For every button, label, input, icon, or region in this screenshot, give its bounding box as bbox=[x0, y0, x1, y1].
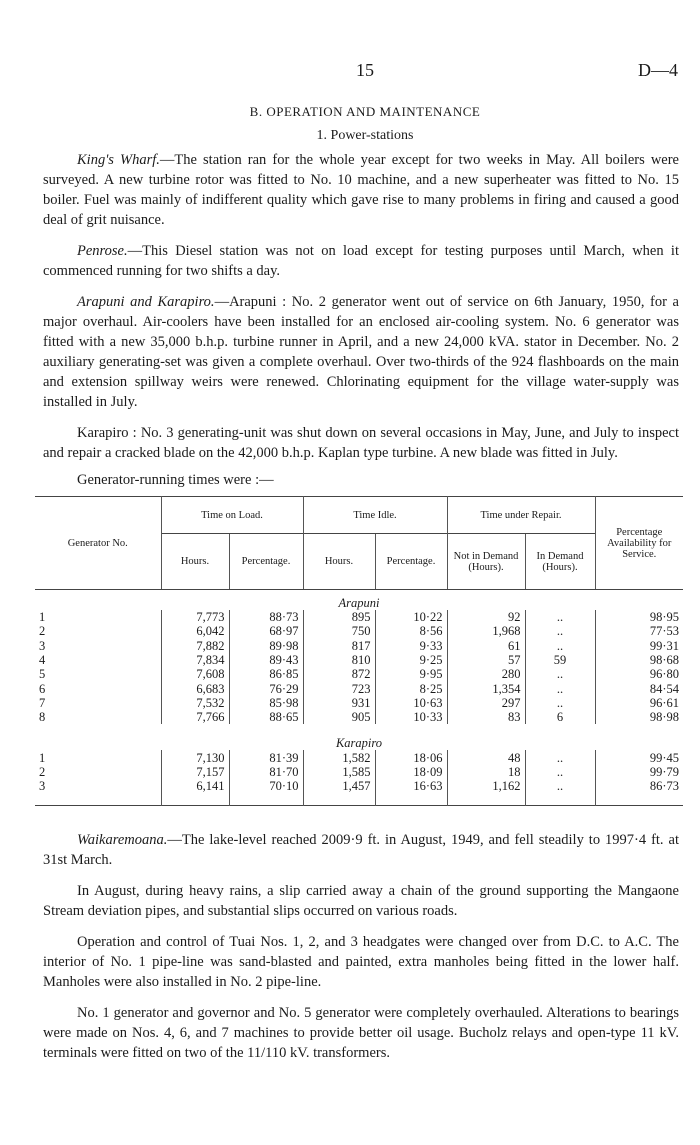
table-cell: 1 bbox=[39, 610, 46, 625]
table-cell: 8·56 bbox=[375, 624, 447, 638]
table-cell: 7 bbox=[39, 695, 46, 710]
table-cell: 5 bbox=[39, 667, 46, 682]
page-number: 15 bbox=[356, 60, 374, 80]
table-cell: 6 bbox=[39, 681, 46, 696]
table-intro: Generator-running times were :— bbox=[77, 472, 274, 488]
header-generator: Generator No. bbox=[35, 497, 161, 590]
header-time-on-load: Time on Load. bbox=[161, 497, 303, 534]
table-cell: 99·79 bbox=[595, 765, 683, 779]
table-cell: 76·29 bbox=[229, 681, 303, 695]
table-cell: 2 bbox=[39, 624, 46, 639]
table-row bbox=[35, 765, 683, 779]
document-reference: D—4 bbox=[638, 60, 678, 80]
table-cell: .. bbox=[525, 779, 595, 806]
table-row bbox=[35, 610, 683, 624]
subsection-title: 1. Power-stations bbox=[316, 128, 414, 143]
table-cell: 7,157 bbox=[161, 765, 229, 779]
table-cell: 89·43 bbox=[229, 653, 303, 667]
paragraph-generators: No. 1 generator and governor and No. 5 generator were completely overhauled. Alterations to bearings were made on Nos. 4, 6, and 7 machines to provide better oil usage. Bucholz relays and open-type 11 kV. terminals were fitted on two of the 11/110 kV. transformers. bbox=[43, 1005, 679, 1061]
table-cell: 6,683 bbox=[161, 681, 229, 695]
table-cell: 1,162 bbox=[447, 779, 525, 806]
paragraph-arapuni: Arapuni and Karapiro.—Arapuni : No. 2 generator went out of service on 6th January, 1950, for a major overhaul. Air-coolers have been installed for an enclosed air-cooling system. No. 6 generator was fitted with a new 35,000 b.h.p. turbine runner in April, and a new 24,000 kVA. stator in December. No. 2 auxiliary generating-set was given a complete overhaul. Over two-thirds of the 924 flashboards on the main and extension spillway weirs were renewed. Chlorinating equipment for the village water-supply was installed in July. bbox=[43, 294, 679, 410]
paragraph-waikaremoana: Waikaremoana.—The lake-level reached 2009·9 ft. in August, 1949, and fell steadily to 1997·4 ft. at 31st March. bbox=[43, 832, 679, 868]
table-cell: 88·65 bbox=[229, 710, 303, 724]
table-cell: 6,042 bbox=[161, 624, 229, 638]
table-cell: 16·63 bbox=[375, 779, 447, 806]
table-row bbox=[35, 710, 683, 724]
table-cell: 4 bbox=[39, 653, 46, 668]
table-cell: 18 bbox=[447, 765, 525, 779]
table-cell: 98·68 bbox=[595, 653, 683, 667]
table-cell: 8·25 bbox=[375, 681, 447, 695]
table-cell: 817 bbox=[303, 639, 375, 653]
table-cell: 1,457 bbox=[303, 779, 375, 806]
paragraph-penrose: Penrose.—This Diesel station was not on load except for testing purposes until March, when it commenced running for two shifts a day. bbox=[43, 243, 679, 279]
table-cell: .. bbox=[525, 696, 595, 710]
table-cell: 99·31 bbox=[595, 639, 683, 653]
table-row bbox=[35, 653, 683, 667]
table-cell: 98·95 bbox=[595, 610, 683, 624]
table-cell: 61 bbox=[447, 639, 525, 653]
paragraph-karapiro: Karapiro : No. 3 generating-unit was shut down on several occasions in May, June, and July to inspect and repair a cracked blade on the 42,000 b.h.p. Kaplan type turbine. A new blade was fitted in July. bbox=[43, 425, 679, 461]
table-cell: 84·54 bbox=[595, 681, 683, 695]
table-cell: .. bbox=[525, 667, 595, 681]
table-cell: .. bbox=[525, 681, 595, 695]
table-cell: 85·98 bbox=[229, 696, 303, 710]
table-cell: 895 bbox=[303, 610, 375, 624]
paragraph-slip: In August, during heavy rains, a slip carried away a chain of the ground supporting the Mangaone Stream deviation pipes, and substantial slips occurred on various roads. bbox=[43, 883, 679, 919]
table-cell: 89·98 bbox=[229, 639, 303, 653]
table-cell: 8 bbox=[39, 710, 46, 725]
table-cell: 83 bbox=[447, 710, 525, 724]
table-cell: 905 bbox=[303, 710, 375, 724]
table-cell: 9·25 bbox=[375, 653, 447, 667]
header-in-demand: In Demand (Hours). bbox=[525, 534, 595, 590]
body-text-top bbox=[43, 150, 679, 463]
table-cell: 810 bbox=[303, 653, 375, 667]
table-cell: 92 bbox=[447, 610, 525, 624]
paragraph-kings-wharf: King's Wharf.—The station ran for the whole year except for two weeks in May. All boilers were surveyed. A new turbine rotor was fitted to No. 10 machine, and a new superheater was fitted to No. 15 boiler. Fuel was mainly of indifferent quality which gave rise to many problems in firing and caused a good deal of grit nuisance. bbox=[43, 152, 679, 228]
table-cell: .. bbox=[525, 750, 595, 764]
table-cell: 7,532 bbox=[161, 696, 229, 710]
table-cell: 96·61 bbox=[595, 696, 683, 710]
header-load-hours: Hours. bbox=[161, 534, 229, 590]
table-cell: 70·10 bbox=[229, 779, 303, 806]
table-cell: .. bbox=[525, 639, 595, 653]
table-cell: 280 bbox=[447, 667, 525, 681]
table-cell: 81·70 bbox=[229, 765, 303, 779]
table-cell: 1,354 bbox=[447, 681, 525, 695]
table-cell: 86·73 bbox=[595, 779, 683, 806]
header-idle-hours: Hours. bbox=[303, 534, 375, 590]
header-idle-percentage: Percentage. bbox=[375, 534, 447, 590]
header-time-repair: Time under Repair. bbox=[447, 497, 595, 534]
table-cell: 88·73 bbox=[229, 610, 303, 624]
table-cell: 10·33 bbox=[375, 710, 447, 724]
table-cell: 99·45 bbox=[595, 750, 683, 764]
table-cell: 7,766 bbox=[161, 710, 229, 724]
group-name: Karapiro bbox=[335, 736, 383, 751]
body-text-bottom bbox=[43, 830, 679, 1063]
header-load-percentage: Percentage. bbox=[229, 534, 303, 590]
table-cell: 18·09 bbox=[375, 765, 447, 779]
table-cell: 723 bbox=[303, 681, 375, 695]
table-cell: 86·85 bbox=[229, 667, 303, 681]
table-cell: 1 bbox=[39, 750, 46, 765]
table-cell: 1,968 bbox=[447, 624, 525, 638]
table-row bbox=[35, 681, 683, 695]
table-cell: 7,773 bbox=[161, 610, 229, 624]
table-cell: 57 bbox=[447, 653, 525, 667]
table-row bbox=[35, 696, 683, 710]
table-row bbox=[35, 624, 683, 638]
table-cell: 1,585 bbox=[303, 765, 375, 779]
table-cell: 7,834 bbox=[161, 653, 229, 667]
table-cell: 1,582 bbox=[303, 750, 375, 764]
table-cell: 10·63 bbox=[375, 696, 447, 710]
table-cell: .. bbox=[525, 624, 595, 638]
table-cell: 3 bbox=[39, 778, 46, 793]
table-cell: 68·97 bbox=[229, 624, 303, 638]
header-time-idle: Time Idle. bbox=[303, 497, 447, 534]
table-cell: .. bbox=[525, 610, 595, 624]
generator-running-table bbox=[35, 496, 683, 806]
table-row bbox=[35, 779, 683, 806]
table-cell: 931 bbox=[303, 696, 375, 710]
table-cell: 98·98 bbox=[595, 710, 683, 724]
table-row bbox=[35, 639, 683, 653]
table-cell: 9·95 bbox=[375, 667, 447, 681]
table-cell: 77·53 bbox=[595, 624, 683, 638]
table-row bbox=[35, 667, 683, 681]
section-title: B. OPERATION AND MAINTENANCE bbox=[249, 104, 481, 119]
table-cell: 297 bbox=[447, 696, 525, 710]
table-cell: 3 bbox=[39, 638, 46, 653]
table-cell: .. bbox=[525, 765, 595, 779]
table-cell: 10·22 bbox=[375, 610, 447, 624]
header-not-in-demand: Not in Demand (Hours). bbox=[447, 534, 525, 590]
table-cell: 59 bbox=[525, 653, 595, 667]
table-cell: 7,882 bbox=[161, 639, 229, 653]
table-cell: 18·06 bbox=[375, 750, 447, 764]
table-cell: 7,608 bbox=[161, 667, 229, 681]
table-cell: 750 bbox=[303, 624, 375, 638]
group-name: Arapuni bbox=[338, 596, 380, 610]
table-cell: 6 bbox=[525, 710, 595, 724]
table-cell: 48 bbox=[447, 750, 525, 764]
table-cell: 81·39 bbox=[229, 750, 303, 764]
paragraph-headgates: Operation and control of Tuai Nos. 1, 2, and 3 headgates were changed over from D.C. to A.C. The interior of No. 1 pipe-line was sand-blasted and painted, extra manholes being fitted in the lower half. Manholes were also installed in No. 2 pipe-line. bbox=[43, 934, 679, 990]
table-cell: 6,141 bbox=[161, 779, 229, 806]
header-pct-availability: Percentage Availability for Service. bbox=[595, 497, 683, 590]
table-row bbox=[35, 750, 683, 764]
table-cell: 9·33 bbox=[375, 639, 447, 653]
table-cell: 7,130 bbox=[161, 750, 229, 764]
table-cell: 2 bbox=[39, 764, 46, 779]
table-cell: 96·80 bbox=[595, 667, 683, 681]
table-cell: 872 bbox=[303, 667, 375, 681]
